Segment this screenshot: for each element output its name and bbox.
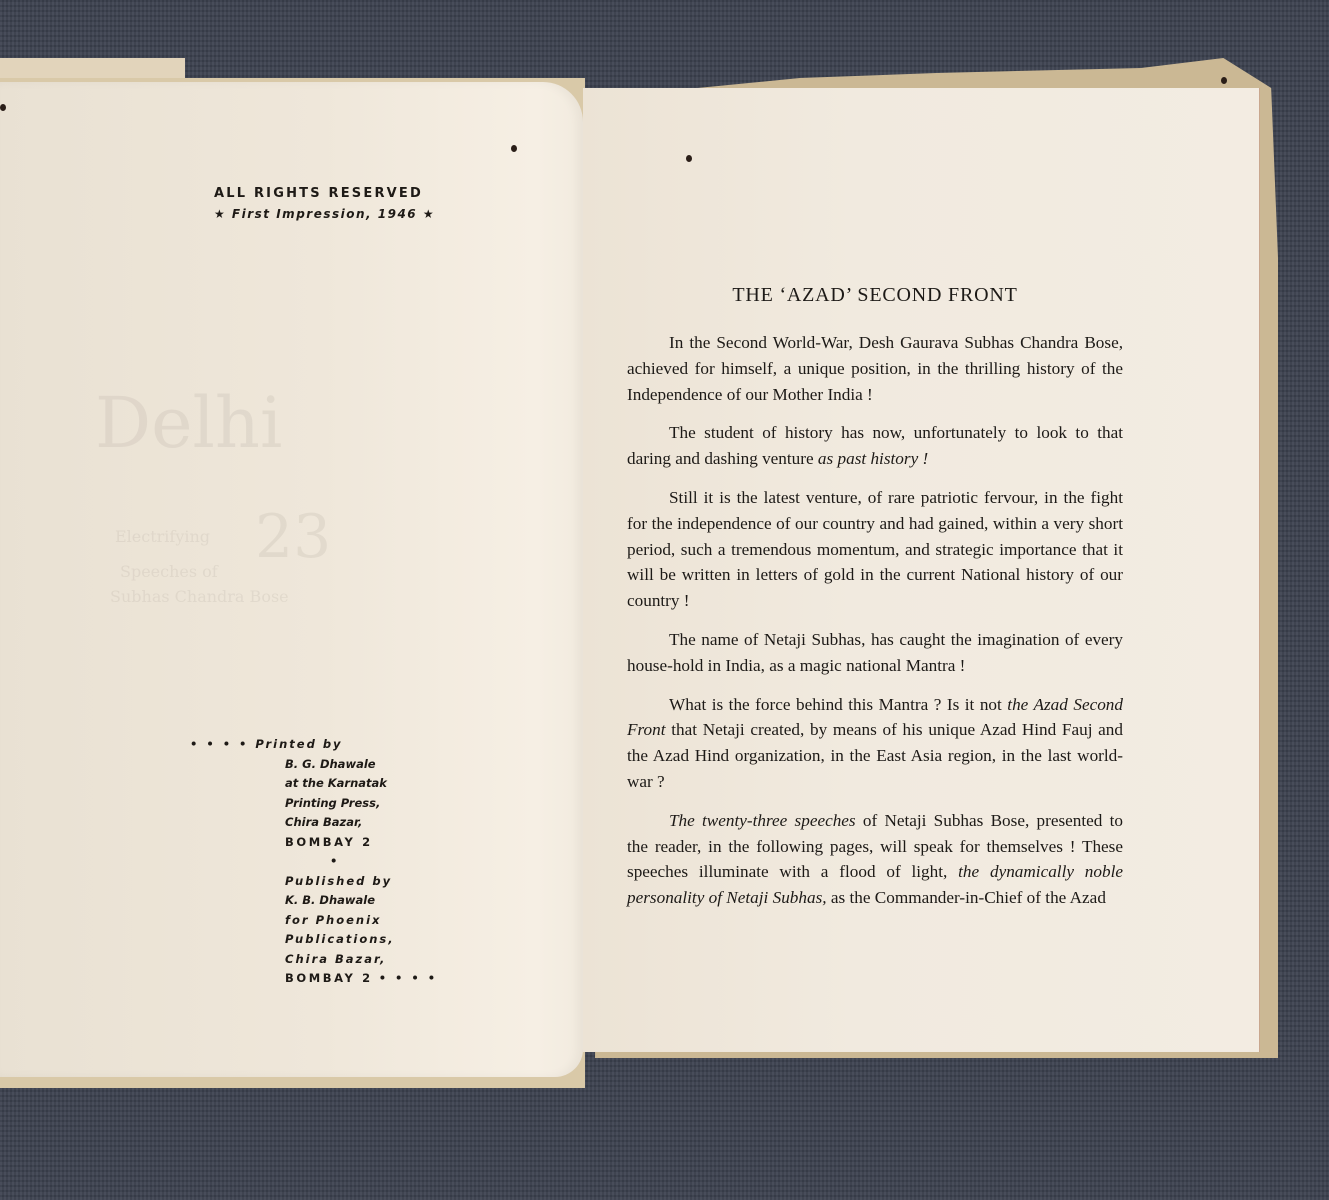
- paragraph-text: as the Commander-in-Chief of the Azad: [826, 888, 1106, 908]
- paragraph: [627, 485, 1123, 614]
- show-through-line: Subhas Chandra Bose: [110, 587, 289, 606]
- impression-line: ★ First Impression, 1946 ★: [214, 207, 436, 221]
- for-line: for Phoenix: [285, 912, 382, 927]
- city: BOMBAY 2: [285, 834, 373, 849]
- printer-name: B. G. Dhawale: [285, 756, 376, 771]
- published-by: Published by: [285, 873, 393, 888]
- paragraph-text: of Netaji Subhas Bose, presented to the reader, in the following pages, will speak for themselves ! These speeches illuminate with a flood of light,: [627, 810, 1123, 882]
- show-through-number: 23: [255, 502, 332, 572]
- city: BOMBAY 2: [285, 971, 373, 985]
- paragraph-text: What is the force behind this Mantra ? Is it not: [669, 694, 1008, 714]
- decorative-dots: ••••: [378, 971, 445, 985]
- paragraph-text: The student of history has now, unfortunately to look to that daring and dashing venture: [627, 423, 1123, 469]
- article-title: THE ‘AZAD’ SECOND FRONT: [732, 284, 1018, 306]
- paragraph-text: In the Second World-War, Desh Gaurava Subhas Chandra Bose, achieved for himself, a unique position, in the thrilling history of the Independence of our Mother India !: [627, 333, 1123, 404]
- publisher-name: K. B. Dhawale: [285, 893, 376, 907]
- paragraph: [627, 808, 1123, 911]
- emphasis-text: the Azad Second Front: [627, 694, 1123, 740]
- press-line: Printing Press,: [285, 795, 381, 810]
- paragraph-text: Still it is the latest venture, of rare patriotic fervour, in the fight for the independence of our country and had gained, within a very short period, such a tremendous momentum, and strategic importance that it will be written in letters of gold in the current National history of our country !: [627, 487, 1123, 611]
- paragraph-text: that Netaji created, by means of his unique Azad Hind Fauj and the Azad Hind organization, in the East Asia region, in the last world-war ?: [627, 720, 1123, 791]
- emphasis-text: The twenty-three speeches: [669, 810, 856, 830]
- press-line: at the Karnatak: [285, 776, 387, 790]
- paragraph: [627, 692, 1123, 795]
- show-through-line: Electrifying: [115, 527, 211, 546]
- show-through-title: Delhi: [95, 382, 283, 464]
- printed-by: Printed by: [255, 737, 343, 751]
- binding-hole: [0, 104, 6, 111]
- paragraph: [627, 627, 1123, 679]
- emphasis-text: the dynamically noble personality of Netaji Subhas,: [627, 862, 1123, 908]
- rights-reserved: ALL RIGHTS RESERVED: [214, 186, 423, 201]
- binding-hole: [1221, 77, 1227, 84]
- binding-hole: [511, 145, 517, 152]
- show-through-line: Speeches of: [120, 562, 218, 581]
- paragraph: [627, 420, 1123, 472]
- binding-hole: [686, 155, 692, 162]
- decorative-dots: ••••: [190, 737, 256, 751]
- address: Chira Bazar,: [285, 815, 363, 829]
- separator-dot: •: [330, 854, 338, 868]
- copyright-block: [214, 186, 454, 221]
- colophon: [190, 735, 510, 989]
- paragraph: [627, 330, 1123, 407]
- address: Chira Bazar,: [285, 951, 387, 966]
- paragraph-text: The name of Netaji Subhas, has caught the imagination of every house-hold in India, as a magic national Mantra !: [627, 629, 1123, 675]
- publications: Publications,: [285, 932, 395, 946]
- emphasis-text: as past history !: [817, 449, 929, 469]
- article: [627, 280, 1123, 924]
